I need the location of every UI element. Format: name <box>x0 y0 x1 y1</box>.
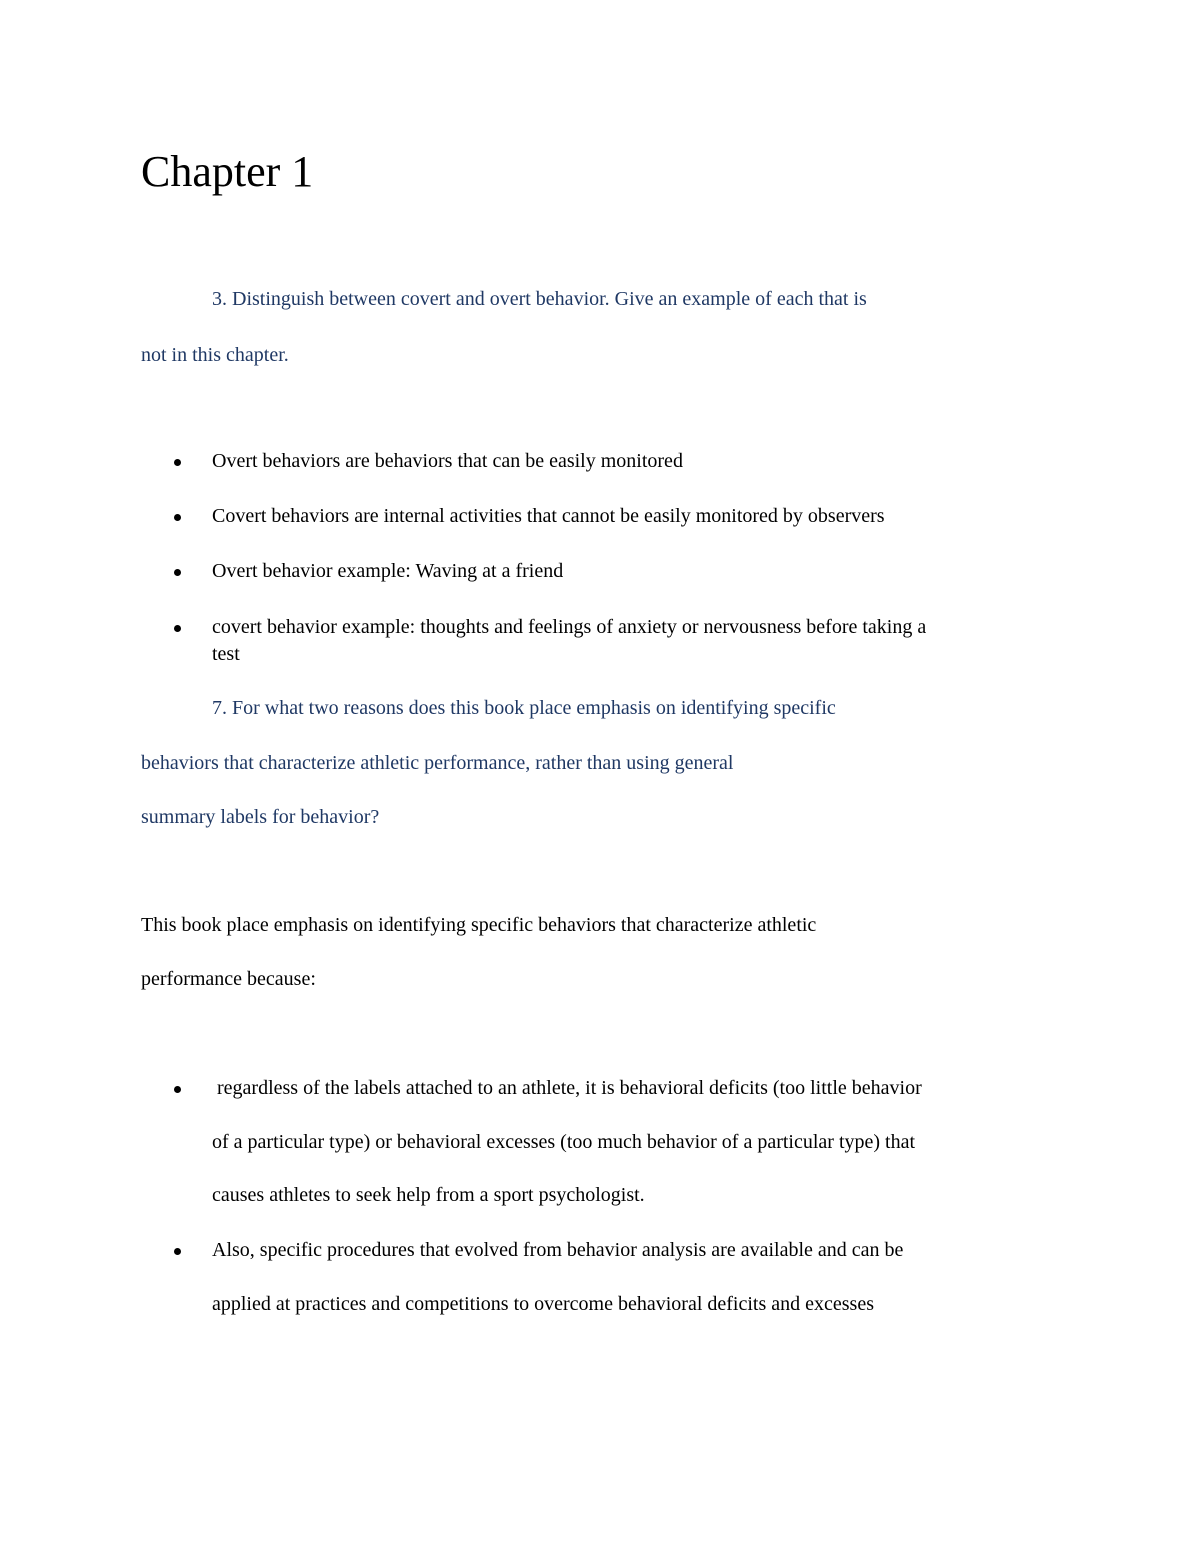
chapter-title: Chapter 1 <box>141 147 314 196</box>
bullet-icon <box>174 1248 181 1255</box>
answer-3-bullet-1: Overt behaviors are behaviors that can be easily monitored <box>212 450 683 472</box>
bullet-icon <box>174 1086 181 1093</box>
answer-7-bullet-2-line-1: Also, specific procedures that evolved from behavior analysis are available and can be <box>212 1239 904 1261</box>
question-7-line-3: summary labels for behavior? <box>141 806 380 828</box>
answer-3-bullet-2: Covert behaviors are internal activities that cannot be easily monitored by observers <box>212 505 885 527</box>
bullet-icon <box>174 459 181 466</box>
answer-7-bullet-1-line-3: causes athletes to seek help from a sport psychologist. <box>212 1184 645 1206</box>
bullet-icon <box>174 625 181 632</box>
question-7-line-2: behaviors that characterize athletic performance, rather than using general <box>141 752 734 774</box>
answer-3-bullet-3: Overt behavior example: Waving at a friend <box>212 560 564 582</box>
question-3-line-1: 3. Distinguish between covert and overt behavior. Give an example of each that is <box>212 288 867 310</box>
answer-7-bullet-1-line-1: regardless of the labels attached to an athlete, it is behavioral deficits (too little behavior <box>212 1077 922 1099</box>
answer-7-intro-line-1: This book place emphasis on identifying specific behaviors that characterize athletic <box>141 914 817 936</box>
answer-7-bullet-1-line-2: of a particular type) or behavioral excesses (too much behavior of a particular type) that <box>212 1131 916 1153</box>
answer-3-bullet-4-continued: test <box>212 643 240 665</box>
bullet-icon <box>174 514 181 521</box>
answer-7-intro-line-2: performance because: <box>141 968 316 990</box>
answer-3-bullet-4: covert behavior example: thoughts and feelings of anxiety or nervousness before taking a <box>212 616 927 638</box>
question-3-line-2: not in this chapter. <box>141 344 289 366</box>
answer-7-bullet-2-line-2: applied at practices and competitions to overcome behavioral deficits and excesses <box>212 1293 874 1315</box>
bullet-icon <box>174 569 181 576</box>
question-7-line-1: 7. For what two reasons does this book place emphasis on identifying specific <box>212 697 836 719</box>
